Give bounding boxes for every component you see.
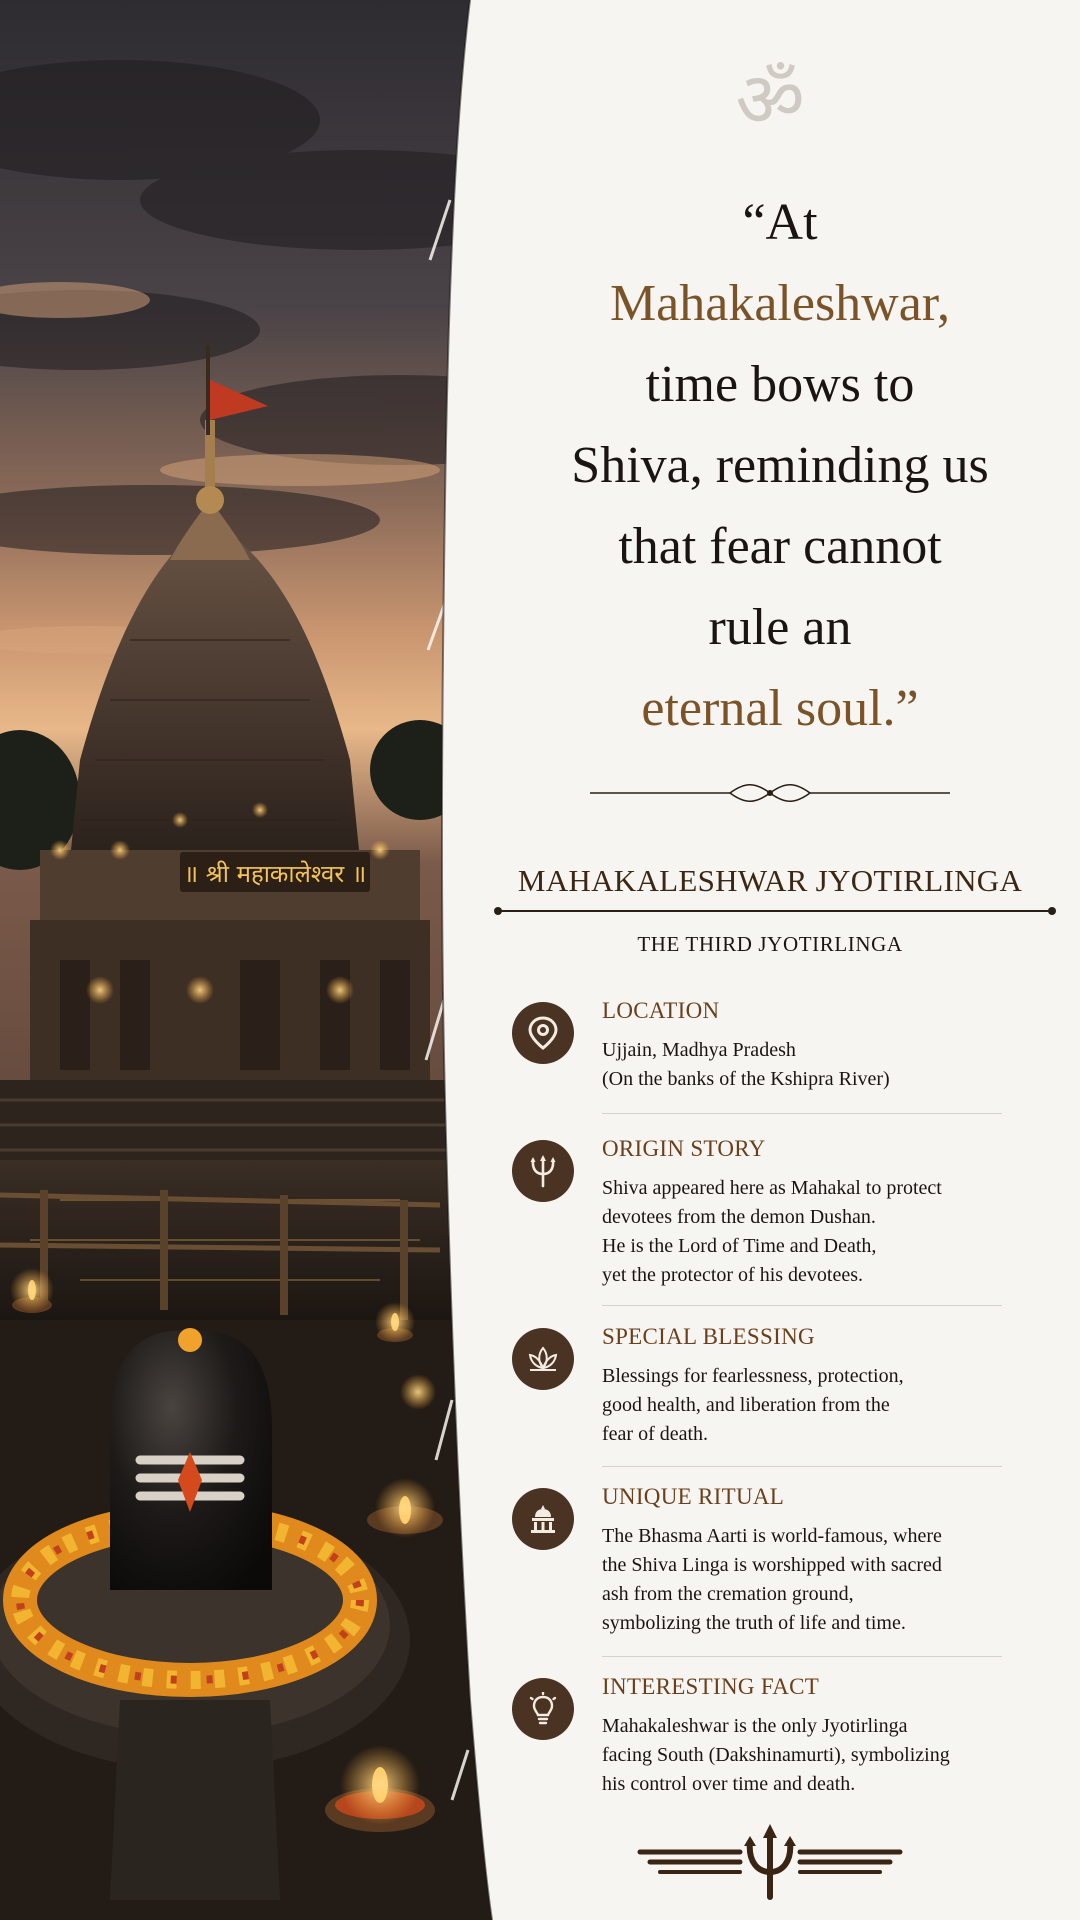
info-item-line: his control over time and death. [602,1773,856,1795]
quote-text [500,182,1060,749]
info-item-heading: ORIGIN STORY [602,1136,766,1161]
location-pin-icon [512,1002,574,1064]
ornamental-divider-icon [590,778,950,808]
quote-line: “At [742,194,818,251]
trident-icon [620,1822,920,1902]
trident-icon [512,1140,574,1202]
info-item-body [602,1362,1042,1449]
info-item-line: yet the protector of his devotees. [602,1264,864,1286]
quote-line: eternal soul.” [641,680,919,737]
info-item-line: good health, and liberation from the [602,1394,890,1416]
quote-line: Shiva, reminding us [571,437,989,494]
info-item-line: Mahakaleshwar is the only Jyotirlinga [602,1715,908,1737]
content-panel [460,0,1080,1920]
section-subtitle: THE THIRD JYOTIRLINGA [637,932,903,956]
info-item-line: The Bhasma Aarti is world-famous, where [602,1525,942,1547]
item-separator [602,1466,1002,1467]
info-item-body [602,1712,1042,1799]
info-item-heading: INTERESTING FACT [602,1674,820,1699]
info-item-body [602,1522,1042,1638]
quote-line: Mahakaleshwar, [609,275,951,332]
quote-line: time bows to [645,356,915,413]
info-item-line: the Shiva Linga is worshipped with sacred [602,1554,942,1576]
info-item-line: (On the banks of the Kshipra River) [602,1068,890,1090]
lightbulb-icon [512,1678,574,1740]
info-item-heading: LOCATION [602,998,720,1023]
info-item-line: Shiva appeared here as Mahakal to protect [602,1177,942,1199]
info-item-heading: SPECIAL BLESSING [602,1324,815,1349]
temple-sign-text: ॥ श्री महाकालेश्वर ॥ [183,860,367,888]
info-item-line: ash from the cremation ground, [602,1583,854,1605]
section-title: MAHAKALESHWAR JYOTIRLINGA [517,863,1023,898]
info-item-body [602,1036,1042,1094]
info-item-line: He is the Lord of Time and Death, [602,1235,877,1257]
temple-icon [512,1488,574,1550]
info-item-line: facing South (Dakshinamurti), symbolizing [602,1744,950,1766]
om-symbol-icon: ॐ [735,55,805,144]
info-item-heading: UNIQUE RITUAL [602,1484,785,1509]
info-item-line: fear of death. [602,1423,709,1445]
info-item-line: Blessings for fearlessness, protection, [602,1365,904,1387]
title-underline [498,910,1052,912]
quote-line: that fear cannot [618,518,942,575]
item-separator [602,1113,1002,1114]
item-separator [602,1656,1002,1657]
info-item-body [602,1174,1042,1290]
info-item-line: Ujjain, Madhya Pradesh [602,1039,796,1061]
temple-photo [0,0,520,1920]
info-item-line: devotees from the demon Dushan. [602,1206,876,1228]
lotus-icon [512,1328,574,1390]
item-separator [602,1305,1002,1306]
quote-line: rule an [708,599,852,656]
info-item-line: symbolizing the truth of life and time. [602,1612,906,1634]
